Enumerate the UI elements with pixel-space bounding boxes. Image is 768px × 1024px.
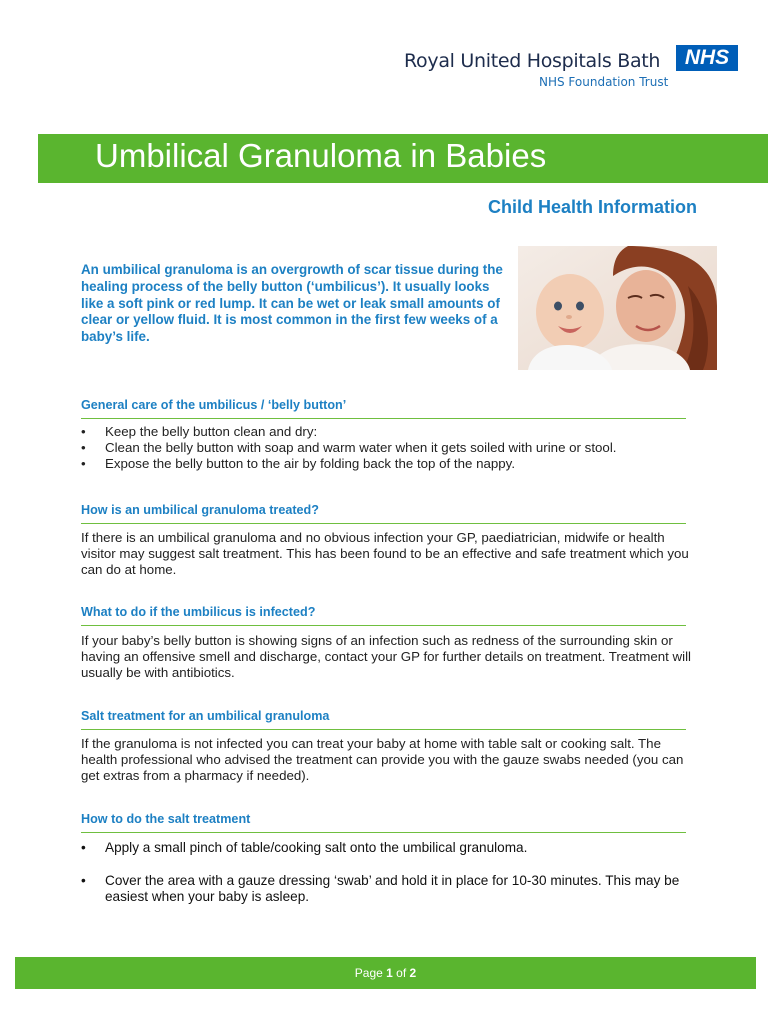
page-separator: of: [392, 966, 410, 980]
list-item: • Expose the belly button to the air by folding back the top of the nappy.: [81, 456, 691, 472]
how-to-list: [81, 840, 691, 922]
intro-paragraph: An umbilical granuloma is an overgrowth of scar tissue during the healing process of the belly button (‘umbilicus’). It usually looks like a soft pink or red lump. It can be wet or leak small amounts of clear or yellow fluid. It is most common in the first few weeks of a baby’s life.: [81, 262, 503, 345]
page-total: 2: [409, 966, 417, 980]
title-band: [38, 134, 768, 183]
general-care-list: [81, 424, 691, 472]
heading-infection: What to do if the umbilicus is infected?: [81, 605, 686, 626]
heading-how-to: How to do the salt treatment: [81, 812, 686, 833]
page-subtitle: Child Health Information: [488, 197, 697, 217]
list-item: • Cover the area with a gauze dressing ‘swab’ and hold it in place for 10-30 minutes. This may be easiest when your baby is asleep.: [81, 873, 691, 905]
heading-general-care: General care of the umbilicus / ‘belly button’: [81, 398, 686, 419]
organisation-subtitle: NHS Foundation Trust: [539, 75, 669, 89]
list-item: • Apply a small pinch of table/cooking salt onto the umbilical granuloma.: [81, 840, 691, 856]
nhs-logo: NHS: [676, 45, 738, 71]
heading-treatment: How is an umbilical granuloma treated?: [81, 503, 686, 524]
heading-salt-treatment: Salt treatment for an umbilical granuloma: [81, 709, 686, 730]
page-label: Page: [354, 966, 387, 980]
organisation-name: Royal United Hospitals Bath: [404, 50, 661, 72]
page-current: 1: [386, 966, 393, 980]
infection-paragraph: If your baby’s belly button is showing signs of an infection such as redness of the surrounding skin or having an offensive smell and discharge, contact your GP for further details on treatment. Treatment will usually be with antibiotics.: [81, 633, 692, 680]
mother-baby-photo: [518, 246, 717, 370]
salt-treatment-paragraph: If the granuloma is not infected you can treat your baby at home with table salt or cooking salt. The health professional who advised the treatment can provide you with the gauze swabs needed (you can get extras from a pharmacy if needed).: [81, 736, 684, 783]
page-footer: [15, 957, 756, 989]
list-item: • Keep the belly button clean and dry:: [81, 424, 691, 440]
treatment-paragraph: If there is an umbilical granuloma and no obvious infection your GP, paediatrician, midwife or health visitor may suggest salt treatment. This has been found to be an effective and safe treatment which you can do at home.: [81, 530, 689, 577]
list-item: • Clean the belly button with soap and warm water when it gets soiled with urine or stool.: [81, 440, 691, 456]
page-title: Umbilical Granuloma in Babies: [95, 137, 547, 174]
